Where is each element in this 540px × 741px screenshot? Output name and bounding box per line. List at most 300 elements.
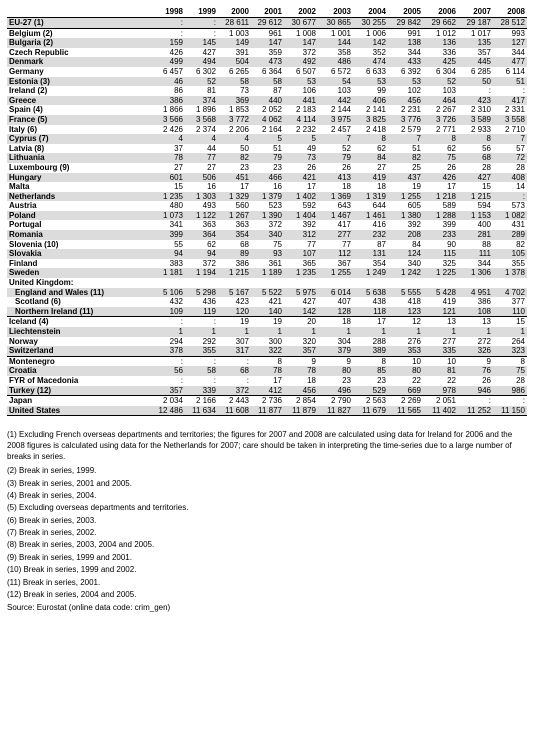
value-cell: : xyxy=(180,375,183,385)
table-row xyxy=(7,288,527,298)
value-cell: 2 183 xyxy=(295,105,316,115)
value-cell: 16 xyxy=(273,182,282,192)
value-cell: 50 xyxy=(458,77,493,87)
footnote: (12) Break in series, 2004 and 2005. xyxy=(7,590,137,600)
row-label: Bulgaria (2) xyxy=(7,38,153,48)
value-cell: 6 392 xyxy=(400,66,421,76)
value-cell: 486 xyxy=(318,57,353,67)
value-cell: 438 xyxy=(372,297,386,307)
value-cell: 78 xyxy=(251,366,284,376)
value-cell: 29 842 xyxy=(388,18,423,29)
value-cell: 1 255 xyxy=(388,192,423,202)
value-cell: 46 xyxy=(153,77,185,87)
header-year-2003: 2003 xyxy=(318,6,353,18)
value-cell: 372 xyxy=(218,386,251,396)
value-cell: 304 xyxy=(337,336,351,346)
row-label: Netherlands xyxy=(7,192,153,202)
value-cell: 110 xyxy=(493,307,527,317)
value-cell: 11 879 xyxy=(284,406,318,416)
footnote: (10) Break in series, 1999 and 2002. xyxy=(7,565,137,575)
value-cell: 89 xyxy=(218,249,251,259)
value-cell: 419 xyxy=(442,297,456,307)
value-cell: 978 xyxy=(423,386,458,396)
header-label-cell xyxy=(7,6,153,18)
value-cell: 1 242 xyxy=(388,268,423,278)
value-cell: 364 xyxy=(185,230,218,240)
value-cell: 52 xyxy=(342,143,351,153)
footnote: (2) Break in series, 1999. xyxy=(7,466,97,476)
value-cell: 589 xyxy=(442,201,456,211)
row-label: Cyprus (7) xyxy=(7,134,153,144)
value-cell: 2 231 xyxy=(400,105,421,115)
value-cell: 50 xyxy=(240,143,249,153)
table-row xyxy=(7,67,527,77)
value-cell: 5 975 xyxy=(284,288,318,298)
value-cell: 1 008 xyxy=(295,28,316,38)
value-cell: 601 xyxy=(153,173,185,183)
value-cell: : xyxy=(488,86,491,96)
value-cell: 23 xyxy=(273,162,282,172)
value-cell: 80 xyxy=(318,366,353,376)
value-cell: 506 xyxy=(185,173,218,183)
table-row xyxy=(7,28,527,38)
value-cell: 62 xyxy=(207,239,216,249)
value-cell: 2 051 xyxy=(423,396,458,406)
value-cell: 3 589 xyxy=(458,115,493,125)
value-cell: 529 xyxy=(353,386,388,396)
value-cell: 2 141 xyxy=(365,105,386,115)
value-cell: 85 xyxy=(353,366,388,376)
value-cell: : xyxy=(493,192,527,202)
table-row xyxy=(7,317,527,327)
table-row xyxy=(7,192,527,202)
value-cell: 400 xyxy=(477,220,491,230)
value-cell: 19 xyxy=(251,317,284,327)
value-cell: 408 xyxy=(493,173,527,183)
value-cell: 292 xyxy=(202,336,216,346)
value-cell: 594 xyxy=(477,201,491,211)
value-cell: 379 xyxy=(318,346,353,356)
value-cell: 1 189 xyxy=(251,268,284,278)
value-cell: 344 xyxy=(407,47,421,57)
value-cell: 77 xyxy=(307,239,316,249)
value-cell: 1 xyxy=(423,327,458,337)
table-row xyxy=(7,201,527,211)
value-cell: 115 xyxy=(423,249,458,259)
value-cell: 10 xyxy=(388,356,423,366)
value-cell: : xyxy=(213,375,216,385)
value-cell: 109 xyxy=(153,307,185,317)
value-cell: 372 xyxy=(268,220,282,230)
value-cell: 6 014 xyxy=(318,288,353,298)
row-label: Greece xyxy=(7,96,153,106)
value-cell: 6 457 xyxy=(162,66,183,76)
value-cell: 986 xyxy=(493,386,527,396)
value-cell: 1 249 xyxy=(353,268,388,278)
value-cell: 73 xyxy=(240,86,249,96)
footnote: (6) Break in series, 2003. xyxy=(7,515,97,525)
value-cell: 427 xyxy=(202,47,216,57)
value-cell: 11 565 xyxy=(388,406,423,416)
value-cell xyxy=(218,278,251,288)
value-cell: : xyxy=(153,356,185,366)
value-cell: 961 xyxy=(268,28,282,38)
footnote: (3) Break in series, 2001 and 2005. xyxy=(7,478,132,488)
header-year-2001: 2001 xyxy=(251,6,284,18)
value-cell: 492 xyxy=(284,57,318,67)
row-label: Estonia (3) xyxy=(7,77,153,87)
value-cell: 73 xyxy=(284,153,318,163)
value-cell: 3 558 xyxy=(493,115,527,125)
value-cell: 5 298 xyxy=(185,288,218,298)
value-cell: 326 xyxy=(458,346,493,356)
value-cell: 124 xyxy=(388,249,423,259)
value-cell: 144 xyxy=(318,38,353,48)
value-cell: 6 507 xyxy=(295,66,316,76)
table-row xyxy=(7,38,527,48)
value-cell: 605 xyxy=(407,201,421,211)
value-cell: 105 xyxy=(493,249,527,259)
footnote: (4) Break in series, 2004. xyxy=(7,490,97,500)
table-row xyxy=(7,406,527,416)
value-cell: 335 xyxy=(423,346,458,356)
value-cell: 437 xyxy=(388,173,423,183)
value-cell: 336 xyxy=(442,47,456,57)
value-cell: 127 xyxy=(493,38,527,48)
value-cell: 322 xyxy=(251,346,284,356)
value-cell: 423 xyxy=(235,297,249,307)
value-cell: 372 xyxy=(302,47,316,57)
value-cell: 341 xyxy=(169,220,183,230)
value-cell: 90 xyxy=(447,239,456,249)
value-cell: 26 xyxy=(307,162,316,172)
value-cell: 2 457 xyxy=(330,124,351,134)
value-cell: 2 374 xyxy=(195,124,216,134)
value-cell: 128 xyxy=(318,307,353,317)
value-cell: 26 xyxy=(447,162,456,172)
value-cell: 2 034 xyxy=(153,396,185,406)
value-cell: 288 xyxy=(372,336,386,346)
value-cell: 147 xyxy=(251,38,284,48)
row-label: England and Wales (11) xyxy=(7,288,153,298)
value-cell xyxy=(251,278,284,288)
value-cell: 1 194 xyxy=(185,268,218,278)
value-cell: 49 xyxy=(307,143,316,153)
value-cell: 2 771 xyxy=(435,124,456,134)
table-row xyxy=(7,57,527,67)
value-cell: 84 xyxy=(412,239,421,249)
value-cell: 30 255 xyxy=(353,18,388,29)
value-cell: 383 xyxy=(169,258,183,268)
row-label: Spain (4) xyxy=(9,105,43,115)
value-cell: 2 310 xyxy=(470,105,491,115)
value-cell: 6 572 xyxy=(330,66,351,76)
value-cell: 118 xyxy=(353,307,388,317)
value-cell: 72 xyxy=(493,153,527,163)
value-cell: 23 xyxy=(240,162,249,172)
row-label: Germany xyxy=(9,66,44,76)
value-cell: 52 xyxy=(423,77,458,87)
value-cell: 80 xyxy=(388,366,423,376)
value-cell: 29 612 xyxy=(251,18,284,29)
value-cell: 28 xyxy=(516,162,525,172)
value-cell: 88 xyxy=(482,239,491,249)
value-cell: 3 776 xyxy=(388,115,423,125)
value-cell: 325 xyxy=(442,258,456,268)
value-cell: 9 xyxy=(318,356,353,366)
value-cell: 8 xyxy=(493,356,527,366)
value-cell: 3 772 xyxy=(218,115,251,125)
value-cell: 25 xyxy=(412,162,421,172)
value-cell: 1 235 xyxy=(284,268,318,278)
value-cell: 1 153 xyxy=(458,211,493,221)
value-cell: 432 xyxy=(169,297,183,307)
value-cell: 427 xyxy=(302,297,316,307)
value-cell: 1 082 xyxy=(493,211,527,221)
value-cell xyxy=(353,278,388,288)
row-label: Hungary xyxy=(7,173,153,183)
value-cell: 136 xyxy=(423,38,458,48)
value-cell: 8 xyxy=(458,134,493,144)
value-cell: 643 xyxy=(337,201,351,211)
table-row xyxy=(7,144,527,154)
value-cell: 1 xyxy=(284,327,318,337)
value-cell: 1 378 xyxy=(493,268,527,278)
value-cell: 644 xyxy=(372,201,386,211)
table-row xyxy=(7,86,527,96)
value-cell: 7 xyxy=(388,134,423,144)
value-cell: 264 xyxy=(511,336,525,346)
value-cell: 23 xyxy=(377,375,386,385)
value-cell: 17 xyxy=(447,182,456,192)
value-cell: 159 xyxy=(153,38,185,48)
value-cell: 1 404 xyxy=(284,211,318,221)
value-cell: 232 xyxy=(353,230,388,240)
value-cell: 1 267 xyxy=(218,211,251,221)
table-row xyxy=(7,105,527,115)
value-cell: 77 xyxy=(185,153,218,163)
value-cell: 412 xyxy=(251,386,284,396)
value-cell: 6 285 xyxy=(470,66,491,76)
value-cell: 7 xyxy=(493,134,527,144)
value-cell: 445 xyxy=(458,57,493,67)
value-cell: 436 xyxy=(202,297,216,307)
value-cell: 4 xyxy=(185,134,218,144)
value-cell: 425 xyxy=(423,57,458,67)
value-cell: 1 181 xyxy=(153,268,185,278)
value-cell: 277 xyxy=(442,336,456,346)
row-label: Malta xyxy=(9,182,30,192)
value-cell: 17 xyxy=(273,375,282,385)
value-cell: 1 461 xyxy=(353,211,388,221)
value-cell: 37 xyxy=(174,143,183,153)
value-cell: 1 380 xyxy=(388,211,423,221)
value-cell: 75 xyxy=(493,366,527,376)
value-cell: 140 xyxy=(251,307,284,317)
value-cell: 142 xyxy=(284,307,318,317)
value-cell: 1 467 xyxy=(318,211,353,221)
value-cell: 107 xyxy=(284,249,318,259)
header-year-1998: 1998 xyxy=(153,6,185,18)
table-row xyxy=(7,125,527,135)
value-cell: 417 xyxy=(337,220,351,230)
value-cell: 121 xyxy=(423,307,458,317)
value-cell: 51 xyxy=(412,143,421,153)
value-cell: 51 xyxy=(273,143,282,153)
value-cell: 106 xyxy=(302,86,316,96)
value-cell: 2 933 xyxy=(470,124,491,134)
value-cell: 28 xyxy=(516,375,525,385)
value-cell: 372 xyxy=(202,258,216,268)
value-cell: : xyxy=(458,396,493,406)
value-cell: 1 235 xyxy=(153,192,185,202)
value-cell: 451 xyxy=(218,173,251,183)
value-cell xyxy=(423,278,458,288)
value-cell: 5 555 xyxy=(388,288,423,298)
value-cell: 2 736 xyxy=(251,396,284,406)
value-cell: 392 xyxy=(407,220,421,230)
value-cell: 442 xyxy=(318,96,353,106)
value-cell: 441 xyxy=(284,96,318,106)
header-year-2006: 2006 xyxy=(423,6,458,18)
value-cell: 355 xyxy=(511,258,525,268)
value-cell: 11 402 xyxy=(423,406,458,416)
row-label: Scotland (6) xyxy=(15,297,61,307)
table-row xyxy=(7,230,527,240)
value-cell: 399 xyxy=(153,230,185,240)
value-cell: 456 xyxy=(388,96,423,106)
value-cell: 300 xyxy=(268,336,282,346)
value-cell: 496 xyxy=(318,386,353,396)
value-cell: 504 xyxy=(218,57,251,67)
value-cell: 386 xyxy=(235,258,249,268)
value-cell: 99 xyxy=(377,86,386,96)
value-cell: 51 xyxy=(493,77,527,87)
value-cell: 494 xyxy=(185,57,218,67)
value-cell: 317 xyxy=(218,346,251,356)
value-cell: 131 xyxy=(353,249,388,259)
row-label: Italy (6) xyxy=(9,124,38,134)
value-cell: 27 xyxy=(207,162,216,172)
value-cell: 1 306 xyxy=(458,268,493,278)
table-row xyxy=(7,268,527,278)
value-cell: 1 xyxy=(153,327,185,337)
value-cell: : xyxy=(493,396,527,406)
footnote: (1) Excluding French overseas departments and territories; the figures for 2007 and 2008 are calculated using data for Ireland for 2006 and the 2008 figures is calculated using data for the Netherlands for 2007; care should be taken in interpreting the time-series due to a large number of breaks in series. xyxy=(7,430,513,461)
row-label: Denmark xyxy=(7,57,153,67)
value-cell: 111 xyxy=(458,249,493,259)
value-cell: 11 150 xyxy=(493,406,527,416)
value-cell: 27 xyxy=(174,162,183,172)
value-cell: 363 xyxy=(202,220,216,230)
value-cell: 82 xyxy=(516,239,525,249)
value-cell: 12 xyxy=(388,317,423,327)
table-row xyxy=(7,220,527,230)
value-cell: : xyxy=(185,356,218,366)
value-cell: 147 xyxy=(284,38,318,48)
value-cell: 3 566 xyxy=(153,115,185,125)
value-cell: 18 xyxy=(377,182,386,192)
value-cell: 5 xyxy=(284,134,318,144)
value-cell: 82 xyxy=(218,153,251,163)
footnotes xyxy=(7,430,527,600)
value-cell: 79 xyxy=(251,153,284,163)
value-cell: 94 xyxy=(185,249,218,259)
value-cell: 2 166 xyxy=(185,396,218,406)
value-cell: 2 144 xyxy=(330,105,351,115)
value-cell: 456 xyxy=(284,386,318,396)
table-row xyxy=(7,240,527,250)
value-cell: 10 xyxy=(423,356,458,366)
value-cell: 82 xyxy=(388,153,423,163)
crime-statistics-table xyxy=(7,6,527,416)
value-cell: 4 702 xyxy=(493,288,527,298)
value-cell: 44 xyxy=(207,143,216,153)
row-label: Finland xyxy=(9,258,38,268)
table-row xyxy=(7,182,527,192)
value-cell: : xyxy=(185,317,218,327)
value-cell: 75 xyxy=(273,239,282,249)
value-cell: 1 369 xyxy=(318,192,353,202)
value-cell: 18 xyxy=(318,317,353,327)
header-year-2000: 2000 xyxy=(218,6,251,18)
value-cell: : xyxy=(153,317,185,327)
row-label: FYR of Macedonia xyxy=(9,375,79,385)
value-cell: 573 xyxy=(511,201,525,211)
value-cell: 1 xyxy=(318,327,353,337)
value-cell: 6 633 xyxy=(365,66,386,76)
value-cell: 78 xyxy=(153,153,185,163)
value-cell: 4 062 xyxy=(251,115,284,125)
value-cell: 142 xyxy=(353,38,388,48)
value-cell: 307 xyxy=(235,336,249,346)
value-cell: 8 xyxy=(251,356,284,366)
value-cell: 1 xyxy=(185,327,218,337)
value-cell: 2 443 xyxy=(218,396,251,406)
value-cell: 6 302 xyxy=(195,66,216,76)
value-cell: 416 xyxy=(372,220,386,230)
table-row xyxy=(7,327,527,337)
value-cell: 87 xyxy=(273,86,282,96)
value-cell: 339 xyxy=(185,386,218,396)
value-cell: 344 xyxy=(477,258,491,268)
value-cell: 474 xyxy=(353,57,388,67)
value-cell: 93 xyxy=(251,249,284,259)
value-cell: 1 379 xyxy=(251,192,284,202)
value-cell: 323 xyxy=(493,346,527,356)
value-cell: 23 xyxy=(342,375,351,385)
row-label: Norway xyxy=(9,336,38,346)
value-cell: 1 003 xyxy=(228,28,249,38)
table-row xyxy=(7,386,527,396)
value-cell: 68 xyxy=(240,239,249,249)
value-cell: 357 xyxy=(477,47,491,57)
value-cell: 18 xyxy=(342,182,351,192)
value-cell: 8 xyxy=(353,134,388,144)
value-cell: 53 xyxy=(353,77,388,87)
value-cell: 58 xyxy=(185,366,218,376)
value-cell: 9 xyxy=(284,356,318,366)
value-cell: 418 xyxy=(407,297,421,307)
value-cell: 1 402 xyxy=(284,192,318,202)
value-cell: 5 xyxy=(251,134,284,144)
value-cell: 5 167 xyxy=(218,288,251,298)
table-row xyxy=(7,297,527,307)
value-cell: 19 xyxy=(412,182,421,192)
value-cell: 340 xyxy=(407,258,421,268)
value-cell: 1 225 xyxy=(423,268,458,278)
value-cell: 11 877 xyxy=(251,406,284,416)
